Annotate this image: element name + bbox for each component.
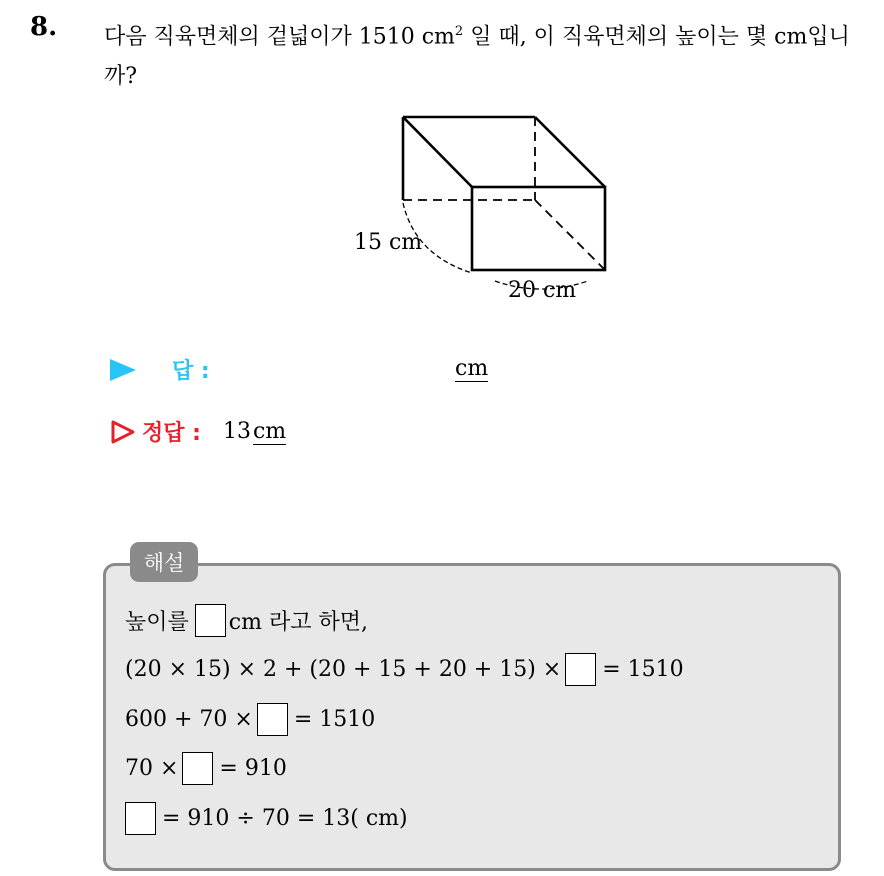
solution-line-2: (20 × 15) × 2 + (20 + 15 + 20 + 15) × = 1510: [125, 653, 684, 686]
blank-box: [195, 604, 226, 637]
question-text: 다음 직육면체의 겉넓이가 1510 $cm^2$ 일 때, 이 직육면체의 높이는 몇 cm입니까?: [104, 24, 850, 90]
depth-label: 15 cm: [354, 230, 423, 255]
superscript: 2: [454, 24, 464, 39]
width-label: 20 cm: [508, 278, 577, 303]
blank-box: [257, 703, 288, 736]
correct-answer-label: 정답 :: [142, 421, 201, 446]
blank-box: [182, 752, 213, 785]
solution-line-3: 600 + 70 × = 1510: [125, 703, 375, 736]
solution-line-1: 높이를 cm 라고 하면,: [125, 604, 368, 637]
solution-line-4: 70 × = 910: [125, 752, 287, 785]
answer-label: 답 :: [172, 359, 210, 384]
answer-row: [110, 354, 210, 385]
play-icon: [110, 359, 136, 381]
cuboid-figure: [350, 105, 620, 305]
blank-box: [565, 653, 596, 686]
correct-answer-value: 13cm: [222, 419, 287, 444]
solution-tag: 해설: [130, 542, 198, 582]
question-number: 8.: [30, 12, 58, 42]
answer-blank[interactable]: cm: [455, 356, 489, 381]
correct-answer-row: [110, 416, 286, 447]
play-outline-icon: [110, 419, 136, 445]
blank-box: [125, 802, 156, 835]
solution-line-5: = 910 ÷ 70 = 13( cm): [125, 802, 408, 835]
